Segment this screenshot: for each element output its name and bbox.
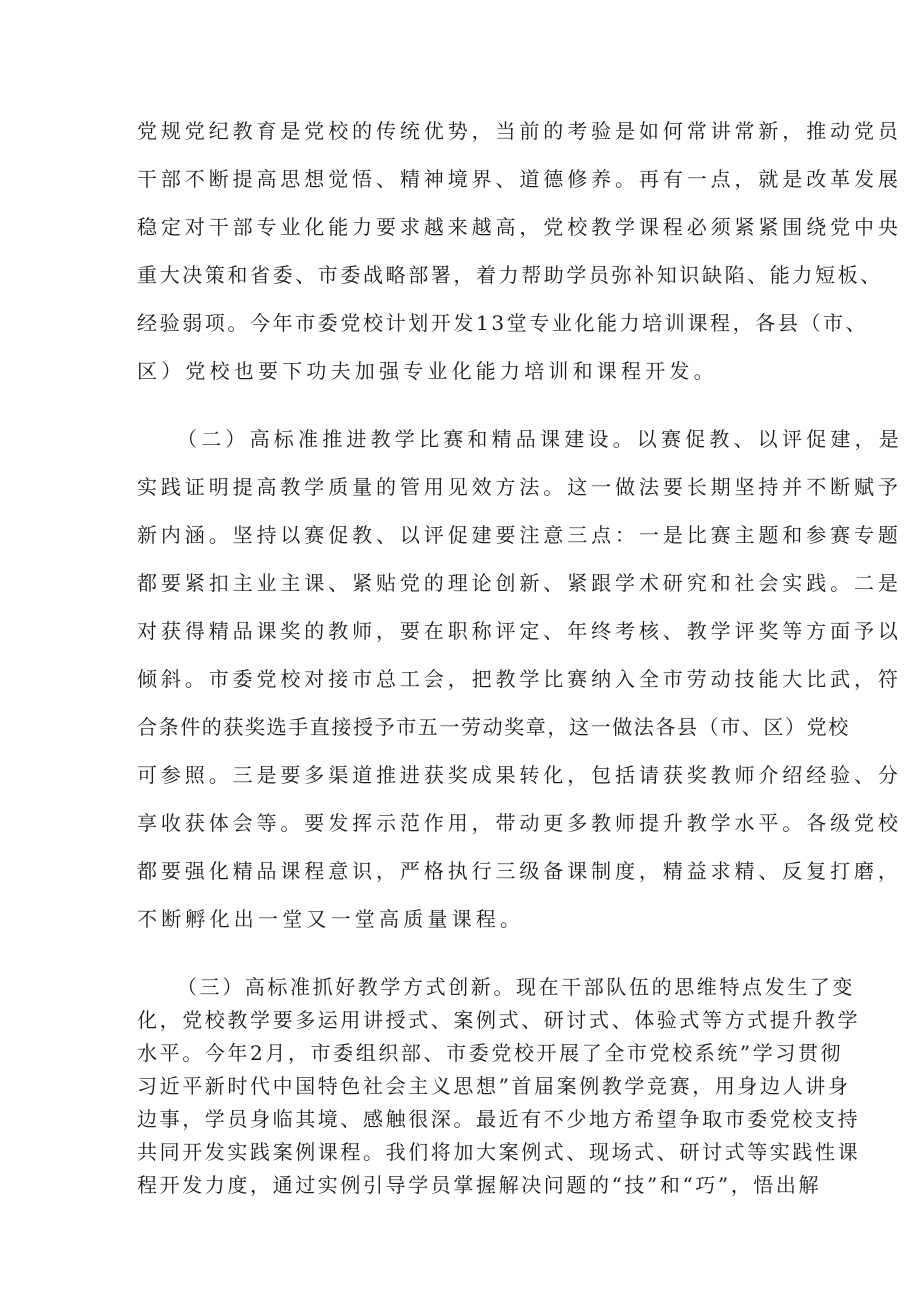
paragraph-2-line-1: （二）高标准推进教学比赛和精品课建设。以赛促教、以评促建，是 — [177, 427, 903, 451]
paragraph-3-line-3: 水平。今年2月，市委组织部、市委党校开展了全市党校系统”学习贯彻 — [137, 1041, 844, 1065]
paragraph-1-line-2: 干部不断提高思想觉悟、精神境界、道德修养。再有一点，就是改革发展 — [137, 167, 902, 191]
paragraph-2-line-3: 新内涵。坚持以赛促教、以评促建要注意三点：一是比赛主题和参赛专题 — [137, 523, 902, 547]
paragraph-3-line-4: 习近平新时代中国特色社会主义思想”首届案例教学竞赛，用身边人讲身 — [137, 1074, 851, 1098]
paragraph-2-line-8: 可参照。三是要多渠道推进获奖成果转化，包括请获奖教师介绍经验、分 — [137, 763, 902, 787]
paragraph-1-line-5: 经验弱项。今年市委党校计划开发13堂专业化能力培训课程，各县（市、 — [137, 311, 869, 335]
paragraph-2-line-7: 合条件的获奖选手直接授予市五一劳动奖章，这一做法各县（市、区）党校 — [137, 715, 850, 739]
paragraph-2-line-4: 都要紧扣主业主课、紧贴党的理论创新、紧跟学术研究和社会实践。二是 — [137, 571, 902, 595]
paragraph-3-line-6: 共同开发实践案例课程。我们将加大案例式、现场式、研讨式等实践性课 — [137, 1140, 861, 1164]
paragraph-2-line-10: 都要强化精品课程意识，严格执行三级备课制度，精益求精、反复打磨， — [137, 859, 902, 883]
paragraph-2-line-11: 不断孵化出一堂又一堂高质量课程。 — [137, 907, 525, 931]
paragraph-1-line-1: 党规党纪教育是党校的传统优势，当前的考验是如何常讲常新，推动党员 — [137, 119, 902, 143]
paragraph-3-line-5: 边事，学员身临其境、感触很深。最近有不少地方希望争取市委党校支持 — [137, 1107, 861, 1131]
paragraph-2-line-6: 倾斜。市委党校对接市总工会，把教学比赛纳入全市劳动技能大比武，符 — [137, 667, 902, 691]
paragraph-3-line-2: 化，党校教学要多运用讲授式、案例式、研讨式、体验式等方式提升教学 — [137, 1008, 861, 1032]
paragraph-1-line-3: 稳定对干部专业化能力要求越来越高，党校教学课程必须紧紧围绕党中央 — [137, 215, 902, 239]
paragraph-2-line-2: 实践证明提高教学质量的管用见效方法。这一做法要长期坚持并不断赋予 — [137, 475, 902, 499]
paragraph-3-line-7: 程开发力度，通过实例引导学员掌握解决问题的“技”和“巧”，悟出解 — [137, 1173, 822, 1197]
paragraph-1-line-6: 区）党校也要下功夫加强专业化能力培训和课程开发。 — [137, 359, 718, 383]
paragraph-1-line-4: 重大决策和省委、市委战略部署，着力帮助学员弥补知识缺陷、能力短板、 — [137, 263, 883, 287]
paragraph-2-line-5: 对获得精品课奖的教师，要在职称评定、年终考核、教学评奖等方面予以 — [137, 619, 902, 643]
paragraph-2-line-9: 享收获体会等。要发挥示范作用，带动更多教师提升教学水平。各级党校 — [137, 811, 902, 835]
paragraph-3-line-1: （三）高标准抓好教学方式创新。现在干部队伍的思维特点发生了变 — [177, 975, 855, 999]
